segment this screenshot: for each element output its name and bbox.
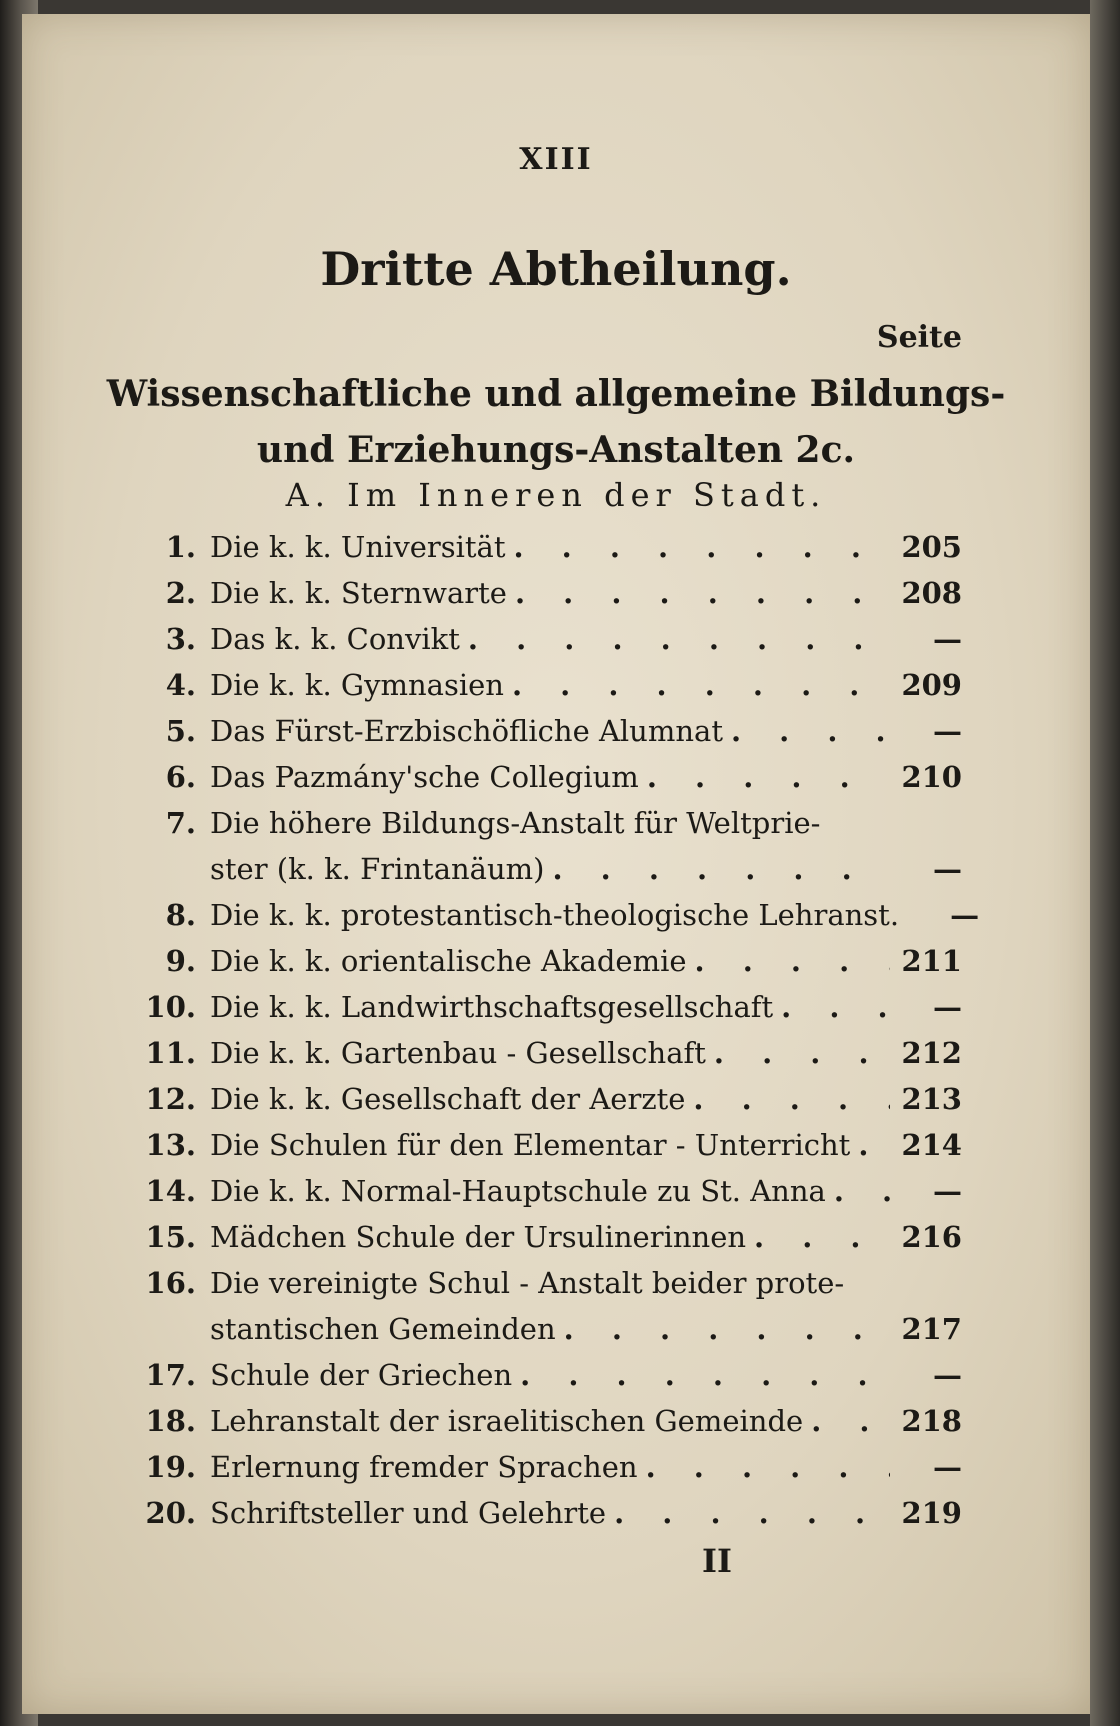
toc-entry-page: 208 [901,576,962,610]
toc-entry-page: — [933,1174,962,1208]
toc-entry-number: 12. [145,1082,196,1116]
toc-entry-page: — [933,714,962,748]
toc-entry [132,1312,962,1358]
toc-leader-dots [695,944,890,978]
toc-leader-dots [858,1128,890,1162]
toc-leader-dots [515,576,890,610]
toc-entry-page: 210 [901,760,962,794]
toc-entry [132,1082,962,1128]
toc-entry-title: Lehranstalt der israelitischen Gemeinde [210,1404,804,1438]
toc-entry-title: Die k. k. Gesellschaft der Aerzte [210,1082,686,1116]
toc-entry-number: 5. [165,714,196,748]
toc-entry-title: Die vereinigte Schul - Anstalt beider prote- [210,1266,845,1300]
toc-entry [132,1358,962,1404]
toc-entry-page: 211 [901,944,962,978]
part-title: Dritte Abtheilung. [320,242,792,296]
main-title [22,366,1090,478]
toc-entry-page: 212 [901,1036,962,1070]
toc-entry-title: Erlernung fremder Sprachen [210,1450,638,1484]
toc-entry-number: 7. [165,806,196,840]
toc-entry-page: 205 [901,530,962,564]
toc-leader-dots [811,1404,890,1438]
toc-entry-page: 216 [901,1220,962,1254]
toc-entry [132,1128,962,1174]
toc-entry-number: 10. [145,990,196,1024]
toc-leader-dots [512,668,890,702]
toc-entry-title: Die k. k. Sternwarte [210,576,507,610]
toc-entry-title: Die k. k. Gartenbau - Gesellschaft [210,1036,706,1070]
toc-entry [132,944,962,990]
toc-entry [132,714,962,760]
toc-leader-dots [781,990,890,1024]
toc-leader-dots [834,1174,890,1208]
toc-leader-dots [731,714,890,748]
toc-entry [132,530,962,576]
toc-entry [132,1174,962,1220]
toc-entry-page: — [933,990,962,1024]
book-edge [1090,0,1120,1726]
toc-entry-title: Das Pazmány'sche Collegium [210,760,639,794]
toc-entry-number: 11. [145,1036,196,1070]
toc-entry-page: — [950,898,980,932]
toc-leader-dots [647,760,890,794]
signature-mark: II [702,1542,732,1580]
toc-entry-number: 4. [165,668,196,702]
toc-entry-page: 213 [901,1082,962,1116]
toc-entry [132,852,962,898]
section-heading: A. Im Inneren der Stadt. [285,476,827,514]
toc-entry-title: Die k. k. Landwirthschaftsgesellschaft [210,990,774,1024]
toc-entry [132,760,962,806]
toc-entry-number: 1. [165,530,196,564]
toc-entry-number: 2. [165,576,196,610]
toc-leader-dots [564,1312,890,1346]
toc-entry-number: 15. [145,1220,196,1254]
toc-entry-title: Die höhere Bildungs-Anstalt für Weltprie- [210,806,821,840]
toc-leader-dots [513,530,890,564]
toc-leader-dots [714,1036,890,1070]
toc-entry-number: 6. [165,760,196,794]
toc-entry-title: Das k. k. Convikt [210,622,460,656]
toc-entry-title: Die k. k. Normal-Hauptschule zu St. Anna [210,1174,826,1208]
toc-entry-title: Schule der Griechen [210,1358,513,1392]
toc-entry [132,1496,962,1542]
toc-list [132,530,980,1542]
toc-entry [132,806,962,852]
toc-entry-number: 20. [145,1496,196,1530]
toc-entry [132,1036,962,1082]
toc-entry-number: 8. [165,898,196,932]
main-title-line-1: Wissenschaftliche und allgemeine Bildungs- [106,373,1006,415]
toc-entry-title: Die k. k. protestantisch-theologische Lehranst. [210,898,900,932]
toc-entry-page: — [933,852,962,886]
toc-entry-title: Die k. k. orientalische Akademie [210,944,687,978]
toc-leader-dots [754,1220,890,1254]
toc-entry [132,1266,962,1312]
toc-entry [132,990,962,1036]
toc-entry-number: 16. [145,1266,196,1300]
toc-leader-dots [693,1082,890,1116]
toc-entry-title: Mädchen Schule der Ursulinerinnen [210,1220,747,1254]
toc-entry-number: 19. [145,1450,196,1484]
toc-entry-page: 209 [901,668,962,702]
toc-entry-title: Das Fürst-Erzbischöfliche Alumnat [210,714,723,748]
toc-entry-page: 219 [901,1496,962,1530]
toc-entry-page: — [933,622,962,656]
toc-entry [132,1450,962,1496]
toc-entry-title: stantischen Gemeinden [210,1312,556,1346]
page-number: XIII [519,142,593,177]
toc-entry [132,576,962,622]
toc-entry-number: 18. [145,1404,196,1438]
toc-entry-title: Schriftsteller und Gelehrte [210,1496,607,1530]
main-title-line-2: und Erziehungs-Anstalten 2c. [256,429,856,471]
column-header-seite: Seite [876,320,962,355]
toc-entry-title: Die k. k. Gymnasien [210,668,504,702]
book-page [22,14,1090,1714]
toc-entry-page: — [933,1450,962,1484]
toc-entry-page: 218 [901,1404,962,1438]
toc-entry-page: 217 [901,1312,962,1346]
toc-entry-number: 17. [145,1358,196,1392]
toc-entry-number: 14. [145,1174,196,1208]
toc-entry-title: Die k. k. Universität [210,530,506,564]
toc-leader-dots [646,1450,890,1484]
toc-entry-number: 13. [145,1128,196,1162]
toc-leader-dots [520,1358,890,1392]
toc-entry-number: 9. [165,944,196,978]
toc-entry [132,668,962,714]
toc-entry-page: — [933,1358,962,1392]
toc-entry [132,1220,962,1266]
toc-entry-title: Die Schulen für den Elementar - Unterricht [210,1128,851,1162]
toc-entry-title: ster (k. k. Frintanäum) [210,852,545,886]
toc-leader-dots [468,622,890,656]
toc-entry [132,1404,962,1450]
toc-entry-page: 214 [901,1128,962,1162]
toc-leader-dots [614,1496,890,1530]
toc-leader-dots [552,852,890,886]
toc-entry [132,622,962,668]
toc-entry [132,898,980,944]
toc-entry-number: 3. [165,622,196,656]
